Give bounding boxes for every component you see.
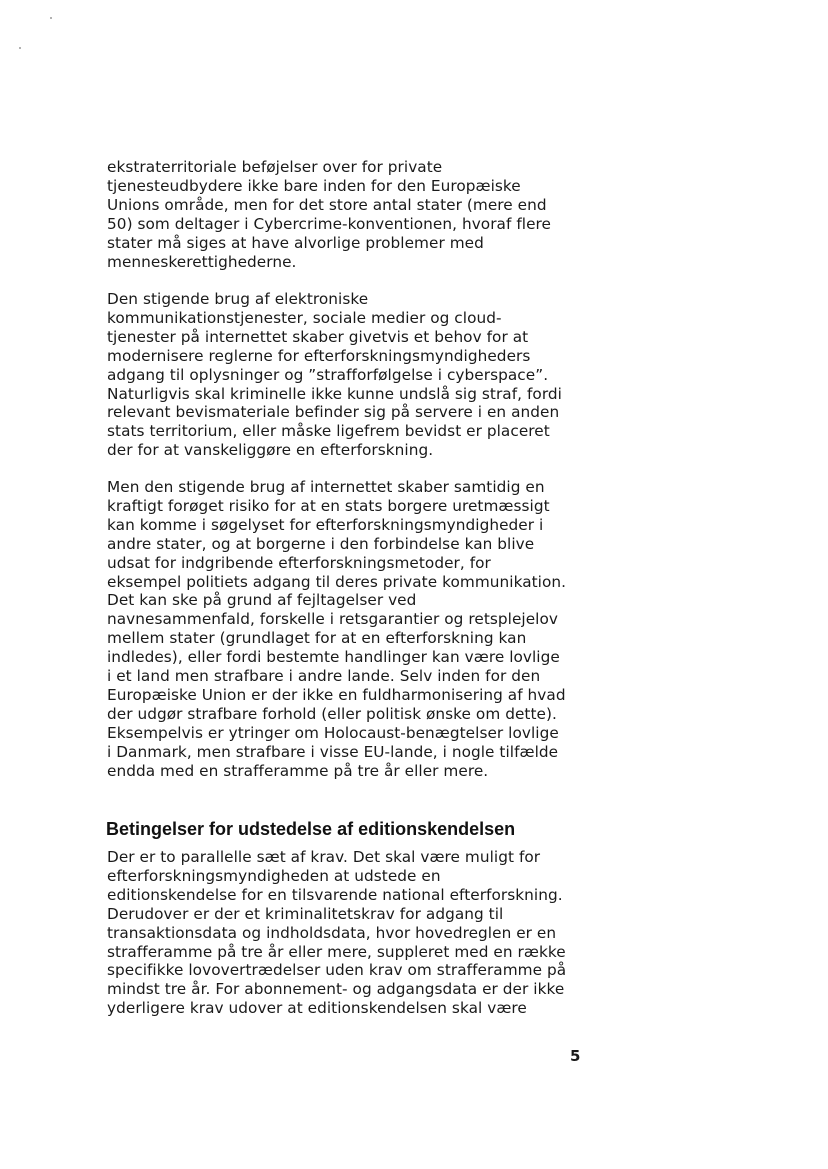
text-line: editionskendelse for en tilsvarende national efterforskning. xyxy=(107,885,563,904)
text-line: relevant bevismateriale befinder sig på servere i en anden xyxy=(107,403,560,422)
text-line: Naturligvis skal kriminelle ikke kunne undslå sig straf, fordi xyxy=(107,384,562,403)
text-line: 50) som deltager i Cybercrime-konventionen, hvoraf flere xyxy=(107,214,551,233)
text-line: eksempel politiets adgang til deres private kommunikation. xyxy=(107,572,567,591)
text-line: udsat for indgribende efterforskningsmetoder, for xyxy=(107,553,491,572)
text-line: navnesammenfald, forskelle i retsgarantier og retsplejelov xyxy=(107,610,558,629)
text-line: i et land men strafbare i andre lande. Selv inden for den xyxy=(107,667,541,686)
text-line: mindst tre år. For abonnement- og adgangsdata er der ikke xyxy=(107,980,565,999)
text-line: indledes), eller fordi bestemte handlinger kan være lovlige xyxy=(107,648,560,667)
text-line: yderligere krav udover at editionskendelsen skal være xyxy=(107,999,527,1018)
text-line: kommunikationstjenester, sociale medier og cloud- xyxy=(107,308,502,327)
paragraph-2 xyxy=(107,290,587,460)
text-line: stats territorium, eller måske ligefrem bevidst er placeret xyxy=(107,422,550,441)
text-line: specifikke lovovertrædelser uden krav om strafferamme på xyxy=(107,961,567,980)
text-line: menneskerettighederne. xyxy=(107,252,297,271)
paragraph-1 xyxy=(107,158,587,271)
text-line: ekstraterritoriale beføjelser over for private xyxy=(107,158,443,176)
text-line: Eksempelvis er ytringer om Holocaust-benægtelser lovlige xyxy=(107,723,559,742)
text-line: strafferamme på tre år eller mere, suppleret med en række xyxy=(107,942,566,961)
text-line: Der er to parallelle sæt af krav. Det skal være muligt for xyxy=(107,848,541,866)
paragraph-3 xyxy=(107,478,587,781)
text-line: Men den stigende brug af internettet skaber samtidig en xyxy=(107,478,545,496)
text-line: kraftigt forøget risiko for at en stats borgere uretmæssigt xyxy=(107,496,550,515)
text-line: i Danmark, men strafbare i visse EU-lande, i nogle tilfælde xyxy=(107,742,559,761)
text-line: der for at vanskeliggøre en efterforskning. xyxy=(107,441,434,460)
text-line: Unions område, men for det store antal stater (mere end xyxy=(107,195,547,214)
text-line: tjenesteudbydere ikke bare inden for den Europæiske xyxy=(107,176,521,195)
text-line: mellem stater (grundlaget for at en efterforskning kan xyxy=(107,629,527,648)
text-line: adgang til oplysninger og ”strafforfølgelse i cyberspace”. xyxy=(107,365,549,384)
scan-speck xyxy=(50,17,52,19)
text-line: stater må siges at have alvorlige problemer med xyxy=(107,233,484,252)
text-line: andre stater, og at borgerne i den forbindelse kan blive xyxy=(107,534,535,553)
page-number: 5 xyxy=(570,1047,581,1065)
text-line: tjenester på internettet skaber givetvis et behov for at xyxy=(107,327,529,346)
text-line: Det kan ske på grund af fejltagelser ved xyxy=(107,591,417,610)
text-line: transaktionsdata og indholdsdata, hvor hovedreglen er en xyxy=(107,923,557,942)
text-line: modernisere reglerne for efterforskningsmyndigheders xyxy=(107,346,531,365)
text-line: Den stigende brug af elektroniske xyxy=(107,290,369,308)
text-line: endda med en strafferamme på tre år eller mere. xyxy=(107,761,489,780)
text-line: Derudover er der et kriminalitetskrav for adgang til xyxy=(107,904,504,923)
section-paragraph xyxy=(107,848,587,1018)
text-line: Europæiske Union er der ikke en fuldharmonisering af hvad xyxy=(107,685,566,704)
text-line: der udgør strafbare forhold (eller politisk ønske om dette). xyxy=(107,704,557,723)
text-line: kan komme i søgelyset for efterforskningsmyndigheder i xyxy=(107,515,544,534)
scan-speck xyxy=(19,47,21,49)
text-line: efterforskningsmyndigheden at udstede en xyxy=(107,866,441,885)
section-heading: Betingelser for udstedelse af editionskendelsen xyxy=(106,819,516,839)
